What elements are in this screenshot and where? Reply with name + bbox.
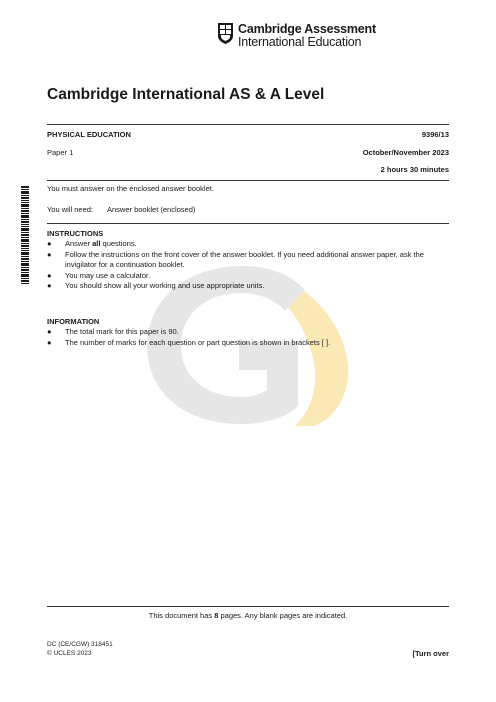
brand-line-2: International Education <box>238 35 362 49</box>
intro-divider <box>47 180 449 181</box>
paper-code: 9396/13 <box>421 130 449 139</box>
document-reference: DC (CE/CGW) 318451 <box>47 641 113 648</box>
instructions-divider <box>47 223 449 224</box>
barcode <box>17 186 29 284</box>
information-list <box>47 327 452 348</box>
turn-over-label: [Turn over <box>412 649 449 658</box>
you-will-need-value: Answer booklet (enclosed) <box>107 205 196 214</box>
brand-line-1: Cambridge Assessment <box>238 22 376 36</box>
instructions-list <box>47 239 452 292</box>
you-will-need-label: You will need: <box>47 205 94 214</box>
qualification-title: Cambridge International AS & A Level <box>47 86 325 103</box>
paper-number: Paper 1 <box>47 148 74 157</box>
subject-name: PHYSICAL EDUCATION <box>47 130 131 139</box>
copyright-notice: © UCLES 2023 <box>47 650 92 657</box>
answer-instruction: You must answer on the enclosed answer booklet. <box>47 184 214 193</box>
list-item: ● Answer all questions. <box>47 239 137 248</box>
exam-duration: 2 hours 30 minutes <box>380 165 449 174</box>
list-item: ● You may use a calculator. <box>47 270 151 280</box>
list-item: ● You should show all your working and use appropriate units. <box>47 281 265 290</box>
list-item: ● The total mark for this paper is 90. <box>47 327 179 336</box>
cambridge-logo <box>218 22 378 50</box>
footer-divider <box>47 606 449 607</box>
information-heading: INFORMATION <box>47 317 100 326</box>
shield-icon <box>218 23 233 44</box>
page-count-note: This document has 8 pages. Any blank pages are indicated. <box>148 611 348 620</box>
instructions-heading: INSTRUCTIONS <box>47 229 104 238</box>
top-divider <box>47 124 449 125</box>
list-item: ● The number of marks for each question or part question is shown in brackets [ ]. <box>47 337 331 347</box>
exam-session: October/November 2023 <box>362 148 449 157</box>
list-item: ● Follow the instructions on the front cover of the answer booklet. If you need additional answer paper, ask the invigilator for a continuation booklet. <box>47 249 424 269</box>
